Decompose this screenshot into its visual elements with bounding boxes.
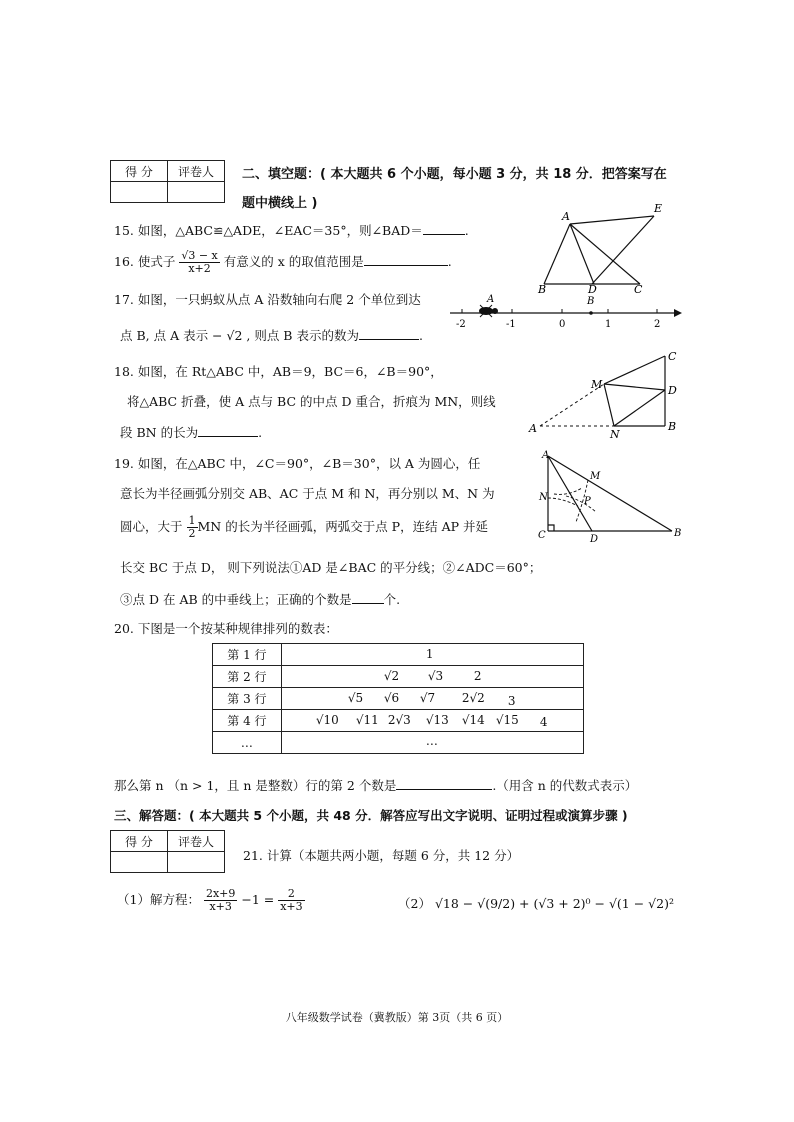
- q17-point-a-label: A: [487, 294, 495, 305]
- q17-point-b-label: B: [587, 296, 595, 307]
- q15-label-b: B: [538, 283, 547, 294]
- question-20-prompt: 那么第 n （n > 1，且 n 是整数）行的第 2 个数是 .（用含 n 的代数式表示）: [114, 778, 638, 793]
- q15-label-e: E: [654, 202, 663, 215]
- q19-angle-bisector-figure: [534, 446, 686, 546]
- table-row: 第 1 行 1: [213, 644, 584, 666]
- q18-label-a: A: [529, 422, 537, 435]
- q19-label-d: D: [590, 534, 599, 545]
- q18-answer-blank[interactable]: [198, 424, 258, 437]
- question-15: 15. 如图，△ABC≌△ADE，∠EAC＝35°，则∠BAD＝ .: [114, 223, 469, 238]
- question-19-line3: 圆心，大于 $\frac{1}{2}$ MN 的长为半径画弧，两弧交于点 P，连结 AP 并延: [120, 514, 488, 541]
- q19-answer-blank[interactable]: [352, 591, 384, 604]
- question-19-line1: 19. 如图，在△ABC 中，∠C＝90°，∠B＝30°，以 A 为圆心，任: [114, 456, 481, 471]
- score-box-q21: [110, 830, 225, 873]
- q15-label-c: C: [634, 283, 643, 294]
- q19-label-p: P: [584, 496, 591, 507]
- q15-triangle-figure: [536, 200, 678, 294]
- grader-label: 评卷人: [168, 161, 225, 182]
- q18-label-m: M: [591, 378, 603, 391]
- question-17-line1: 17. 如图，一只蚂蚁从点 A 沿数轴向右爬 2 个单位到达: [114, 292, 421, 307]
- q17-answer-blank[interactable]: [359, 327, 419, 340]
- score-label: 得 分: [111, 831, 168, 852]
- q15-label-d: D: [588, 283, 597, 294]
- q19-label-n: N: [539, 492, 548, 503]
- grader-cell[interactable]: [168, 852, 225, 873]
- q21-part2-expression: √18 − √(9/2) + (√3 + 2)⁰ − √(1 − √2)²: [434, 896, 674, 911]
- q19-label-c: C: [538, 530, 546, 541]
- q17-tick-2: 2: [654, 319, 661, 330]
- section2-title-line2: 题中横线上 ): [242, 196, 318, 211]
- question-20-intro: 20. 下图是一个按某种规律排列的数表：: [114, 621, 338, 636]
- q18-label-c: C: [668, 350, 677, 363]
- q19-label-m: M: [590, 471, 601, 482]
- q20-answer-blank[interactable]: [396, 777, 492, 790]
- score-cell[interactable]: [111, 182, 168, 203]
- question-16: 16. 使式子 $\frac{√3 - x}{x+2}$ 有意义的 x 的取值范围是 .: [114, 249, 452, 276]
- table-row: 第 3 行 √5 √6 √7 2√2 3: [213, 688, 584, 710]
- table-row: 第 2 行 √2 √3 2: [213, 666, 584, 688]
- q20-number-table: [212, 643, 584, 754]
- question-19-line4: 长交 BC 于点 D， 则下列说法①AD 是∠BAC 的平分线；②∠ADC＝60°；: [120, 560, 542, 575]
- q15-answer-blank[interactable]: [423, 222, 465, 235]
- q16-answer-blank[interactable]: [364, 253, 448, 266]
- section3-title: 三、解答题：( 本大题共 5 个小题，共 48 分．解答应写出文字说明、证明过程或演算步骤 ): [114, 808, 628, 823]
- question-18-line1: 18. 如图，在 Rt△ABC 中，AB＝9，BC＝6，∠B＝90°，: [114, 364, 443, 379]
- q17-tick-neg1: -1: [506, 319, 516, 330]
- question-19-line2: 意长为半径画弧分别交 AB、AC 于点 M 和 N，再分别以 M、N 为: [120, 486, 495, 501]
- q17-tick-neg2: -2: [456, 319, 466, 330]
- q17-tick-1: 1: [605, 319, 612, 330]
- q19-label-b: B: [674, 528, 682, 539]
- q18-label-d: D: [668, 384, 677, 397]
- q18-label-b: B: [668, 420, 677, 433]
- q15-text: 15. 如图，△ABC≌△ADE，∠EAC＝35°，则∠BAD＝: [114, 223, 423, 238]
- score-box-section2: [110, 160, 225, 203]
- q18-fold-figure: [526, 348, 684, 440]
- q17-number-line: [448, 290, 684, 332]
- q16-fraction: $\frac{√3 - x}{x+2}$: [181, 249, 218, 276]
- page-footer: 八年级数学试卷（冀教版）第 3页（共 6 页）: [285, 1011, 509, 1024]
- score-label: 得 分: [111, 161, 168, 182]
- q17-tick-0: 0: [559, 319, 566, 330]
- question-21-part1: （1）解方程： $\frac{2x+9}{x+3}$ −1 = $\frac{2}{x+3}$: [117, 887, 303, 914]
- q18-label-n: N: [610, 428, 620, 440]
- table-row: 第 4 行 √10 √11 2√3 √13 √14 √15 4: [213, 710, 584, 732]
- q15-label-a: A: [562, 210, 570, 223]
- table-row: … …: [213, 732, 584, 754]
- grader-cell[interactable]: [168, 182, 225, 203]
- question-17-line2: 点 B, 点 A 表示 − √2 , 则点 B 表示的数为 .: [120, 328, 423, 343]
- question-19-line5: ③点 D 在 AB 的中垂线上；正确的个数是 个.: [120, 592, 401, 607]
- question-21-title: 21. 计算（本题共两小题，每题 6 分，共 12 分）: [243, 848, 520, 863]
- section2-title-line1: 二、填空题：( 本大题共 6 个小题，每小题 3 分，共 18 分．把答案写在: [242, 167, 667, 182]
- grader-label: 评卷人: [168, 831, 225, 852]
- ant-icon: [479, 305, 498, 317]
- question-18-line3: 段 BN 的长为 .: [120, 425, 263, 440]
- score-cell[interactable]: [111, 852, 168, 873]
- question-21-part2: （2） √18 − √(9/2) + (√3 + 2)⁰ − √(1 − √2)²: [398, 896, 674, 911]
- q19-label-a: A: [542, 450, 550, 461]
- question-18-line2: 将△ABC 折叠，使 A 点与 BC 的中点 D 重合，折痕为 MN，则线: [127, 394, 496, 409]
- q19-half-fraction: $\frac{1}{2}$: [188, 514, 196, 541]
